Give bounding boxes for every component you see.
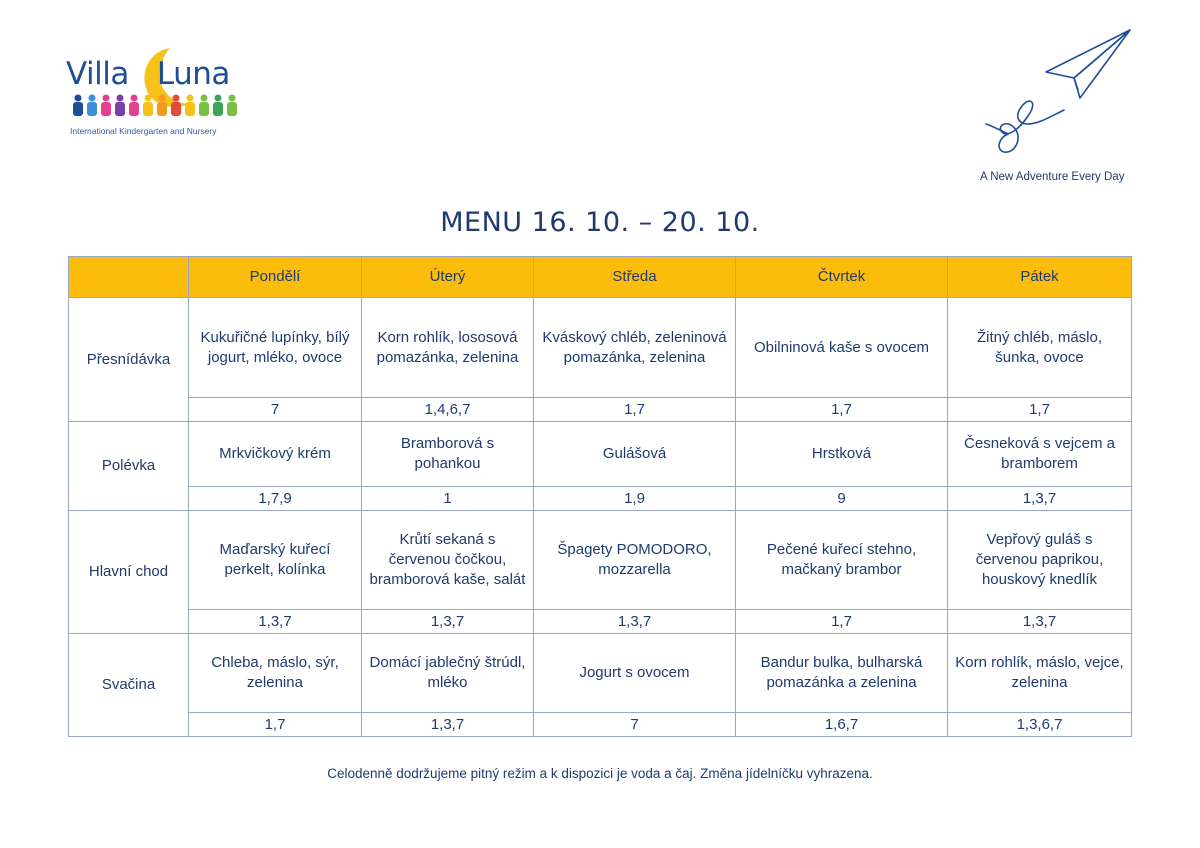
allergen-cell: 1,7	[948, 398, 1132, 422]
allergen-cell: 1,7	[189, 713, 362, 737]
paper-plane-icon	[978, 26, 1138, 166]
dish-cell: Žitný chléb, máslo, šunka, ovoce	[948, 298, 1132, 398]
allergen-cell: 1,7	[736, 610, 948, 634]
children-icon	[70, 94, 240, 118]
logo	[66, 44, 246, 140]
allergen-cell: 1,4,6,7	[362, 398, 534, 422]
logo-word-luna: Luna	[156, 56, 230, 92]
allergen-cell: 1,9	[534, 487, 736, 511]
allergen-row	[69, 398, 1132, 422]
dish-cell: Korn rohlík, máslo, vejce, zelenina	[948, 634, 1132, 713]
allergen-cell: 9	[736, 487, 948, 511]
allergen-cell: 1,3,7	[362, 610, 534, 634]
dish-cell: Bandur bulka, bulharská pomazánka a zelenina	[736, 634, 948, 713]
allergen-cell: 1,3,6,7	[948, 713, 1132, 737]
dish-cell: Jogurt s ovocem	[534, 634, 736, 713]
allergen-row	[69, 487, 1132, 511]
dish-cell: Kváskový chléb, zeleninová pomazánka, zelenina	[534, 298, 736, 398]
dish-cell: Hrstková	[736, 422, 948, 487]
row-label-polevka: Polévka	[69, 422, 189, 511]
row-label-svacina: Svačina	[69, 634, 189, 737]
table-row-snack-afternoon	[69, 634, 1132, 713]
header-day-monday: Pondělí	[189, 257, 362, 298]
row-label-presnidavka: Přesnídávka	[69, 298, 189, 422]
dish-cell: Obilninová kaše s ovocem	[736, 298, 948, 398]
allergen-cell: 1,3,7	[189, 610, 362, 634]
page-title: MENU 16. 10. – 20. 10.	[440, 207, 760, 238]
dish-cell: Bramborová s pohankou	[362, 422, 534, 487]
dish-cell: Vepřový guláš s červenou paprikou, houskový knedlík	[948, 511, 1132, 610]
table-row-main-course	[69, 511, 1132, 610]
allergen-cell: 1,3,7	[948, 487, 1132, 511]
allergen-cell: 1,7,9	[189, 487, 362, 511]
dish-cell: Domácí jablečný štrúdl, mléko	[362, 634, 534, 713]
allergen-cell: 1,3,7	[362, 713, 534, 737]
allergen-cell: 7	[534, 713, 736, 737]
header-empty-cell	[69, 257, 189, 298]
allergen-cell: 7	[189, 398, 362, 422]
allergen-cell: 1	[362, 487, 534, 511]
allergen-cell: 1,6,7	[736, 713, 948, 737]
menu-table	[68, 256, 1132, 737]
dish-cell: Chleba, máslo, sýr, zelenina	[189, 634, 362, 713]
table-row-snack-morning	[69, 298, 1132, 398]
allergen-cell: 1,3,7	[948, 610, 1132, 634]
slogan: A New Adventure Every Day	[980, 171, 1125, 183]
logo-wordmark	[66, 56, 230, 92]
table-header-row	[69, 257, 1132, 298]
allergen-cell: 1,7	[534, 398, 736, 422]
dish-cell: Gulášová	[534, 422, 736, 487]
table-row-soup	[69, 422, 1132, 487]
dish-cell: Česneková s vejcem a bramborem	[948, 422, 1132, 487]
header-day-friday: Pátek	[948, 257, 1132, 298]
allergen-cell: 1,7	[736, 398, 948, 422]
dish-cell: Mrkvičkový krém	[189, 422, 362, 487]
logo-tagline: International Kindergarten and Nursery	[70, 126, 217, 136]
allergen-cell: 1,3,7	[534, 610, 736, 634]
footer-note: Celodenně dodržujeme pitný režim a k dispozici je voda a čaj. Změna jídelníčku vyhrazena.	[327, 766, 873, 781]
header-day-wednesday: Středa	[534, 257, 736, 298]
header-day-tuesday: Úterý	[362, 257, 534, 298]
row-label-hlavni-chod: Hlavní chod	[69, 511, 189, 634]
allergen-row	[69, 713, 1132, 737]
dish-cell: Špagety POMODORO, mozzarella	[534, 511, 736, 610]
dish-cell: Krůtí sekaná s červenou čočkou, bramborová kaše, salát	[362, 511, 534, 610]
dish-cell: Kukuřičné lupínky, bílý jogurt, mléko, ovoce	[189, 298, 362, 398]
dish-cell: Pečené kuřecí stehno, mačkaný brambor	[736, 511, 948, 610]
header-day-thursday: Čtvrtek	[736, 257, 948, 298]
logo-word-villa: Villa	[66, 56, 129, 92]
dish-cell: Korn rohlík, lososová pomazánka, zelenina	[362, 298, 534, 398]
dish-cell: Maďarský kuřecí perkelt, kolínka	[189, 511, 362, 610]
allergen-row	[69, 610, 1132, 634]
